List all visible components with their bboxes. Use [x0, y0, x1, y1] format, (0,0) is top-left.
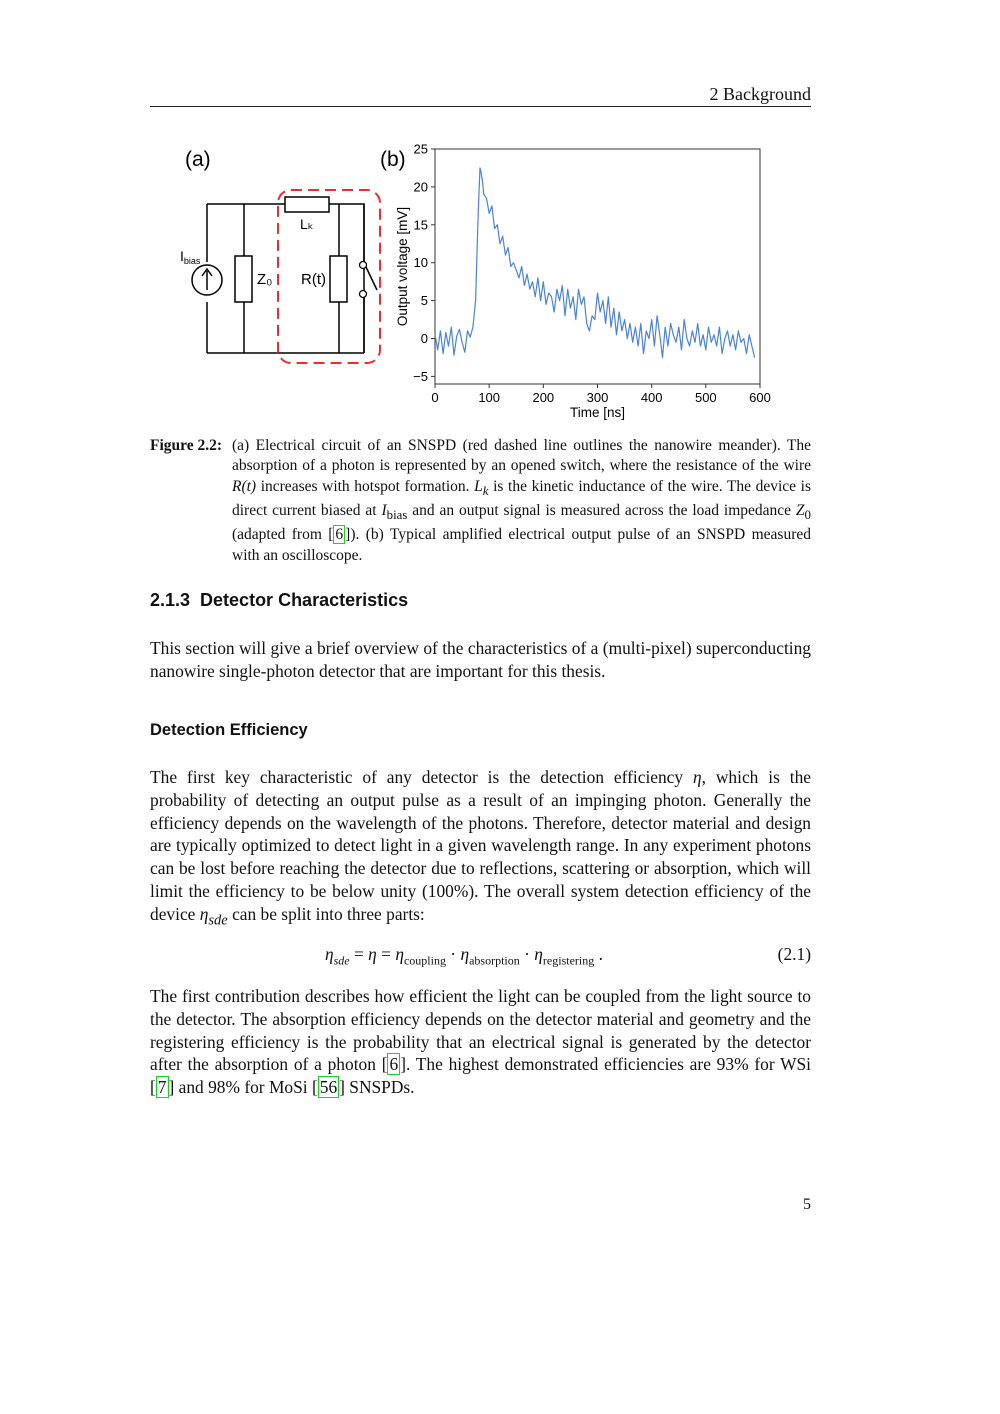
- kinetic-inductor: [285, 197, 329, 212]
- page-number: 5: [803, 1196, 811, 1213]
- citation-link-56[interactable]: 56: [319, 1077, 338, 1098]
- x-axis-label: Time [ns]: [569, 405, 626, 420]
- series-line-pulse: [435, 168, 755, 358]
- hotspot-resistor: [330, 256, 347, 302]
- subsection-heading: Detection Efficiency: [150, 721, 308, 739]
- efficiency-contributions-paragraph: The first contribution describes how efficient the light can be coupled from the light source to the detector. The absorption efficiency depends on the detector material and geometry and the registering efficiency is the probability that an electrical signal is generated by the detector after the absorption of a photon [ 6 ]. The highest demonstrated efficiencies are 93% for WSi [ 7 ] and 98% for MoSi [ 56 ] SNSPDs.: [150, 986, 811, 1098]
- y-tick-label: 10: [413, 255, 428, 271]
- caption-body: (a) Electrical circuit of an SNSPD (red dashed line outlines the nanowire meander). The absorption of a photon is represented by an opened switch, where the resistance of the wire R(t) increases with hotspot formation. $L_k$ is the kinetic inductance of the wire. The device is direct current biased at $I_{bias}$ and an output signal is measured across the load impedance $Z_0$ (adapted from [ 6 ]). (b) Typical amplified electrical output pulse of an SNSPD measured with an oscilloscope.: [232, 437, 812, 564]
- y-axis-label: Output voltage [mV]: [395, 206, 410, 327]
- running-head: 2 Background: [709, 84, 811, 104]
- citation-link-6[interactable]: 6: [335, 526, 344, 544]
- panel-a-label: (a): [185, 148, 211, 171]
- x-tick-label: 0: [431, 390, 439, 405]
- caption-label: Figure 2.2:: [150, 437, 223, 454]
- x-tick-label: 200: [532, 390, 555, 405]
- x-tick-label: 100: [478, 390, 501, 405]
- y-tick-label: 5: [420, 293, 428, 309]
- x-tick-label: 400: [640, 390, 663, 405]
- y-tick-label: 20: [413, 179, 428, 195]
- equation-number: (2.1): [777, 944, 811, 964]
- figure-caption: [150, 436, 811, 566]
- y-tick-label: −5: [413, 368, 428, 384]
- load-impedance: [235, 256, 252, 302]
- plot-frame: [435, 149, 760, 384]
- pulse-chart: [395, 142, 771, 421]
- x-tick-label: 300: [586, 390, 609, 405]
- section-heading: 2.1.3 Detector Characteristics: [150, 590, 409, 610]
- citation-link-7[interactable]: 7: [157, 1077, 167, 1098]
- figure-2-2: [170, 135, 790, 425]
- citation-link-6[interactable]: 6: [389, 1054, 399, 1075]
- kinetic-inductor-label: Lₖ: [300, 216, 314, 232]
- bias-source-label: $I_{bias}$: [180, 248, 201, 266]
- figure-svg: [170, 135, 790, 425]
- efficiency-paragraph: The first key characteristic of any detector is the detection efficiency η, which is the probability of detecting an output pulse as a result of an impinging photon. Generally the efficiency depends on the wavelength of the photons. Therefore, detector material and design are typically optimized to detect light in a given wavelength range. In any experiment photons can be lost before reaching the detector due to reflections, scattering or absorption, which will limit the efficiency to be below unity (100%). The overall system detection efficiency of the device $\eta_{sde}$ can be split into three parts:: [150, 767, 811, 929]
- equation-body: $\eta_{sde} = \eta = \eta_{coupling} \cdot \eta_{absorption} \cdot \eta_{registering}$ .: [325, 944, 603, 968]
- panel-b-label: (b): [380, 148, 406, 171]
- switch-contact-bottom: [360, 291, 367, 298]
- y-tick-label: 25: [413, 141, 428, 157]
- y-tick-label: 0: [420, 331, 428, 347]
- header-rule: [150, 106, 811, 107]
- intro-paragraph: This section will give a brief overview of the characteristics of a (multi-pixel) superconducting nanowire single-photon detector that are important for this thesis.: [150, 638, 811, 681]
- y-tick-label: 15: [413, 217, 428, 233]
- x-tick-label: 600: [749, 390, 771, 405]
- x-tick-label: 500: [694, 390, 717, 405]
- load-impedance-label: Z₀: [257, 271, 273, 288]
- open-switch: [366, 267, 377, 290]
- equation-2-1: [150, 944, 811, 968]
- hotspot-resistor-label: R(t): [301, 271, 326, 288]
